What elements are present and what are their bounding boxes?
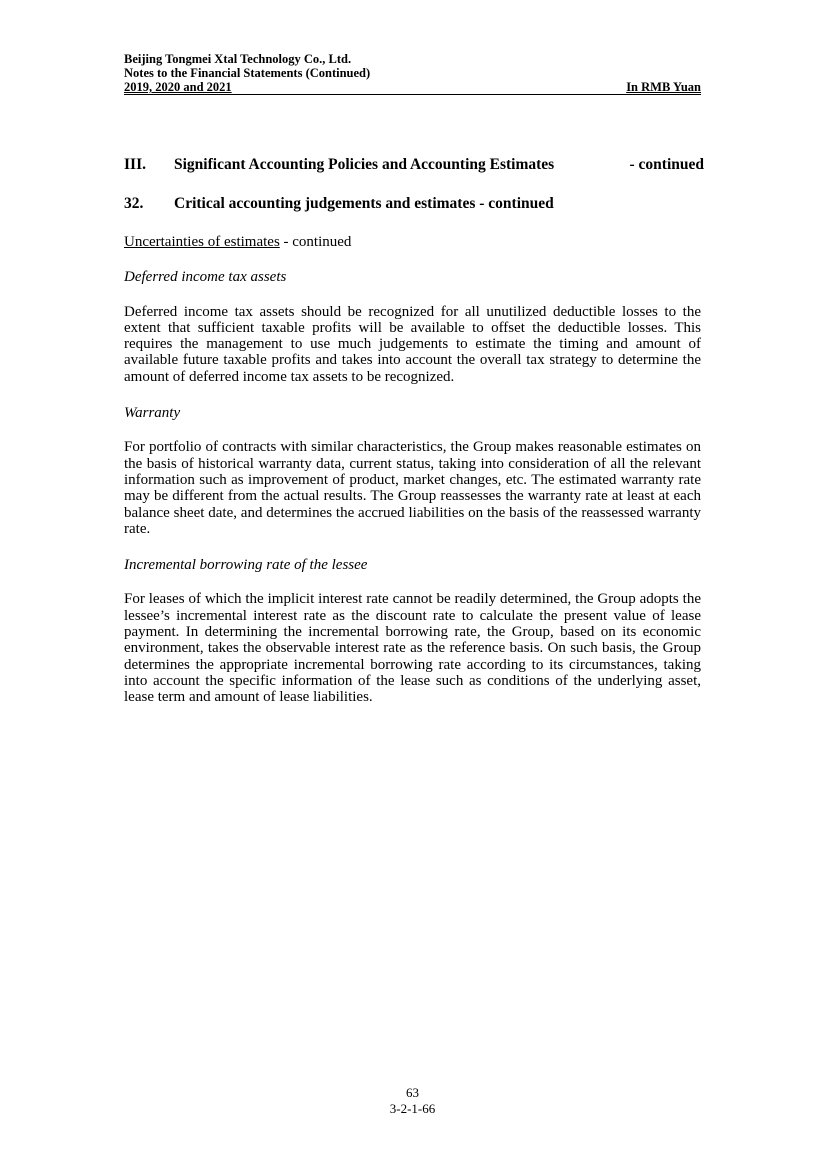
block-text-borrowing-rate: For leases of which the implicit interest rate cannot be readily determined, the Group adopts the lessee’s incremental interest rate as the discount rate to calculate the present value of lease payment. In determining the incremental borrowing rate, the Group, based on its economic environment, takes the observable interest rate as the reference basis. On such basis, the Group determines the appropriate incremental borrowing rate according to its circumstances, taking into account the specific information of the lease such as conditions of the underlying asset, lease term and amount of lease liabilities. [124,591,701,706]
block-title-warranty: Warranty [124,405,181,422]
company-name: Beijing Tongmei Xtal Technology Co., Ltd. [124,52,352,66]
section-continued: - continued [629,156,704,173]
topic-underlined: Uncertainties of estimates [124,234,280,250]
currency-label: In RMB Yuan [626,80,701,94]
page-header [124,52,701,95]
section-number: III. [124,156,146,173]
block-title-deferred-tax: Deferred income tax assets [124,269,287,286]
document-reference: 3-2-1-66 [389,1101,436,1116]
page-number: 63 [406,1085,419,1100]
subsection-title: Critical accounting judgements and estimates - continued [174,195,554,212]
topic-heading [124,234,701,250]
reporting-years: 2019, 2020 and 2021 [124,80,232,94]
topic-suffix: - continued [279,234,352,250]
subsection-number: 32. [124,195,144,212]
notes-title: Notes to the Financial Statements (Continued) [124,66,371,80]
block-text-warranty: For portfolio of contracts with similar characteristics, the Group makes reasonable estimates on the basis of historical warranty data, current status, taking into consideration of all the relevant information such as improvement of product, market changes, etc. The estimated warranty rate may be different from the actual results. The Group reassesses the warranty rate at least at each balance sheet date, and determines the accrued liabilities on the basis of the reassessed warranty rate. [124,439,701,537]
section-heading [124,156,704,174]
body-content [124,234,701,726]
block-title-borrowing-rate: Incremental borrowing rate of the lessee [124,557,368,574]
subsection-heading [124,195,704,213]
section-title: Significant Accounting Policies and Accounting Estimates [174,156,555,173]
header-rule-row [124,80,701,95]
block-text-deferred-tax: Deferred income tax assets should be recognized for all unutilized deductible losses to the extent that sufficient taxable profits will be available to offset the deductible losses. This requires the management to use much judgements to estimate the timing and amount of available future taxable profits and takes into account the overall tax strategy to determine the amount of deferred income tax assets to be recognized. [124,303,701,385]
